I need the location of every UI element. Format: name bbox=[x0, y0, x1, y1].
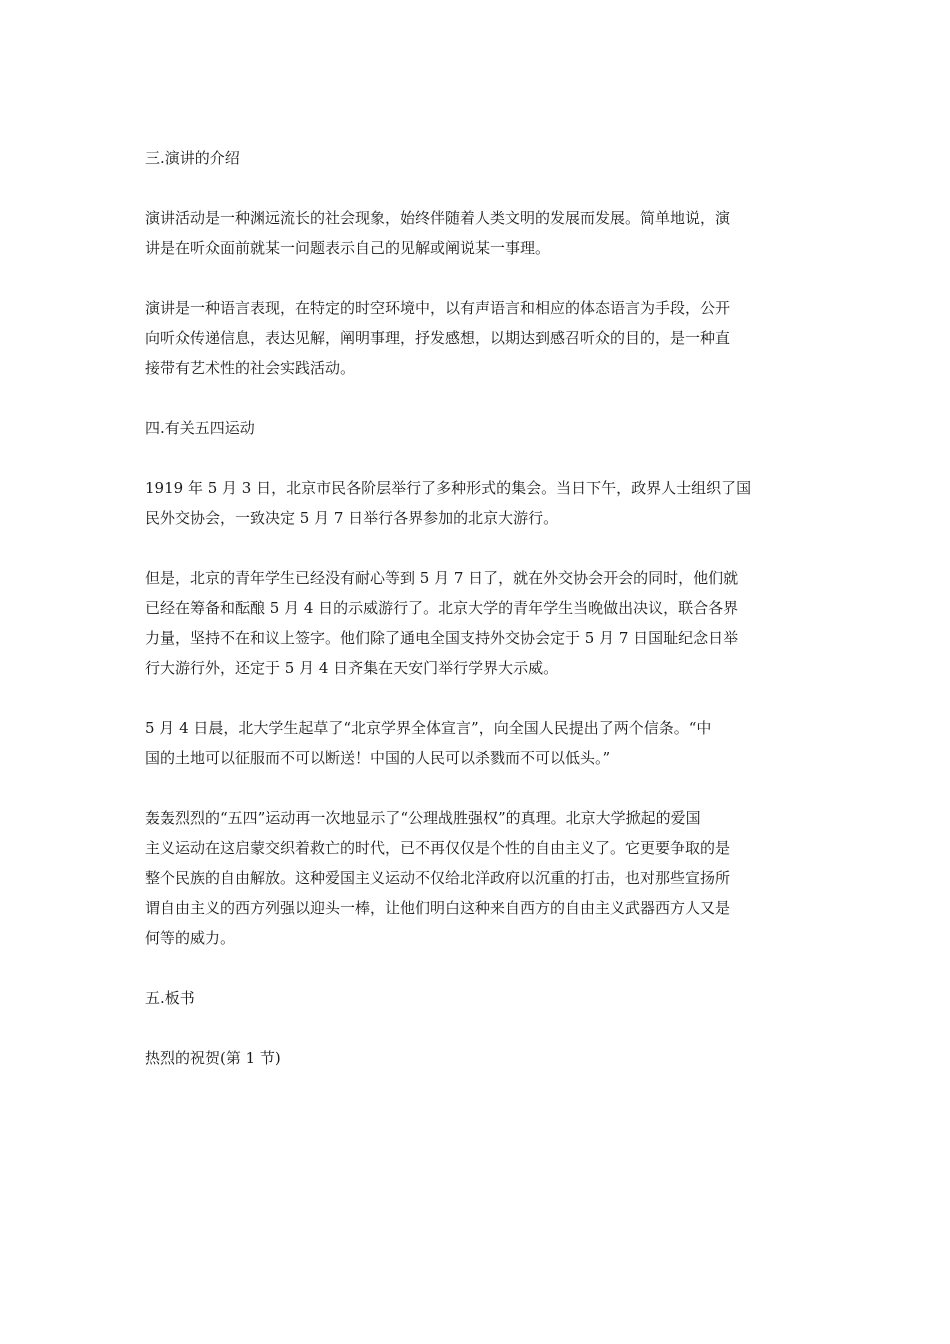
text-line: 已经在筹备和酝酿 5 月 4 日的示威游行了。北京大学的青年学生当晚做出决议，联合各界 bbox=[145, 599, 739, 617]
paragraph-significance bbox=[145, 803, 807, 953]
text-line: 民外交协会，一致决定 5 月 7 日举行各界参加的北京大游行。 bbox=[145, 509, 559, 527]
text-line: 1919 年 5 月 3 日，北京市民各阶层举行了多种形式的集会。当日下午，政界人士组织了国 bbox=[145, 479, 752, 497]
text-line: 讲是在听众面前就某一问题表示自己的见解或阐说某一事理。 bbox=[145, 239, 551, 257]
paragraph-may-third bbox=[145, 473, 807, 533]
text-line: 接带有艺术性的社会实践活动。 bbox=[145, 359, 356, 377]
text-line: 主义运动在这启蒙交织着救亡的时代，已不再仅仅是个性的自由主义了。它更要争取的是 bbox=[145, 839, 731, 857]
document-page bbox=[145, 143, 807, 1073]
text-line: 5 月 4 日晨，北大学生起草了“北京学界全体宣言”，向全国人民提出了两个信条。“中 bbox=[145, 719, 712, 737]
text-line: 演讲活动是一种渊远流长的社会现象，始终伴随着人类文明的发展而发展。简单地说，演 bbox=[145, 209, 731, 227]
paragraph-students-prepare bbox=[145, 563, 807, 683]
section-heading-4: 四.有关五四运动 bbox=[145, 419, 255, 437]
text-line: 谓自由主义的西方列强以迎头一棒，让他们明白这种来自西方的自由主义武器西方人又是 bbox=[145, 899, 731, 917]
text-line: 演讲是一种语言表现，在特定的时空环境中，以有声语言和相应的体态语言为手段，公开 bbox=[145, 299, 731, 317]
paragraph-speech-description bbox=[145, 293, 807, 383]
paragraph-declaration bbox=[145, 713, 807, 773]
text-line: 向听众传递信息，表达见解，阐明事理，抒发感想，以期达到感召听众的目的，是一种直 bbox=[145, 329, 731, 347]
text-line: 行大游行外，还定于 5 月 4 日齐集在天安门举行学界大示威。 bbox=[145, 659, 559, 677]
text-line: 轰轰烈烈的“五四”运动再一次地显示了“公理战胜强权”的真理。北京大学掀起的爱国 bbox=[145, 809, 701, 827]
text-line: 整个民族的自由解放。这种爱国主义运动不仅给北洋政府以沉重的打击，也对那些宣扬所 bbox=[145, 869, 731, 887]
text-line: 国的土地可以征服而不可以断送！中国的人民可以杀戮而不可以低头。” bbox=[145, 749, 611, 767]
section-heading-5: 五.板书 bbox=[145, 989, 195, 1007]
blackboard-title: 热烈的祝贺(第 1 节) bbox=[145, 1049, 281, 1067]
section-heading-3: 三.演讲的介绍 bbox=[145, 149, 240, 167]
text-line: 何等的威力。 bbox=[145, 929, 236, 947]
text-line: 力量，坚持不在和议上签字。他们除了通电全国支持外交协会定于 5 月 7 日国耻纪念日举 bbox=[145, 629, 739, 647]
paragraph-speech-definition bbox=[145, 203, 807, 263]
text-line: 但是，北京的青年学生已经没有耐心等到 5 月 7 日了，就在外交协会开会的同时，他们就 bbox=[145, 569, 739, 587]
